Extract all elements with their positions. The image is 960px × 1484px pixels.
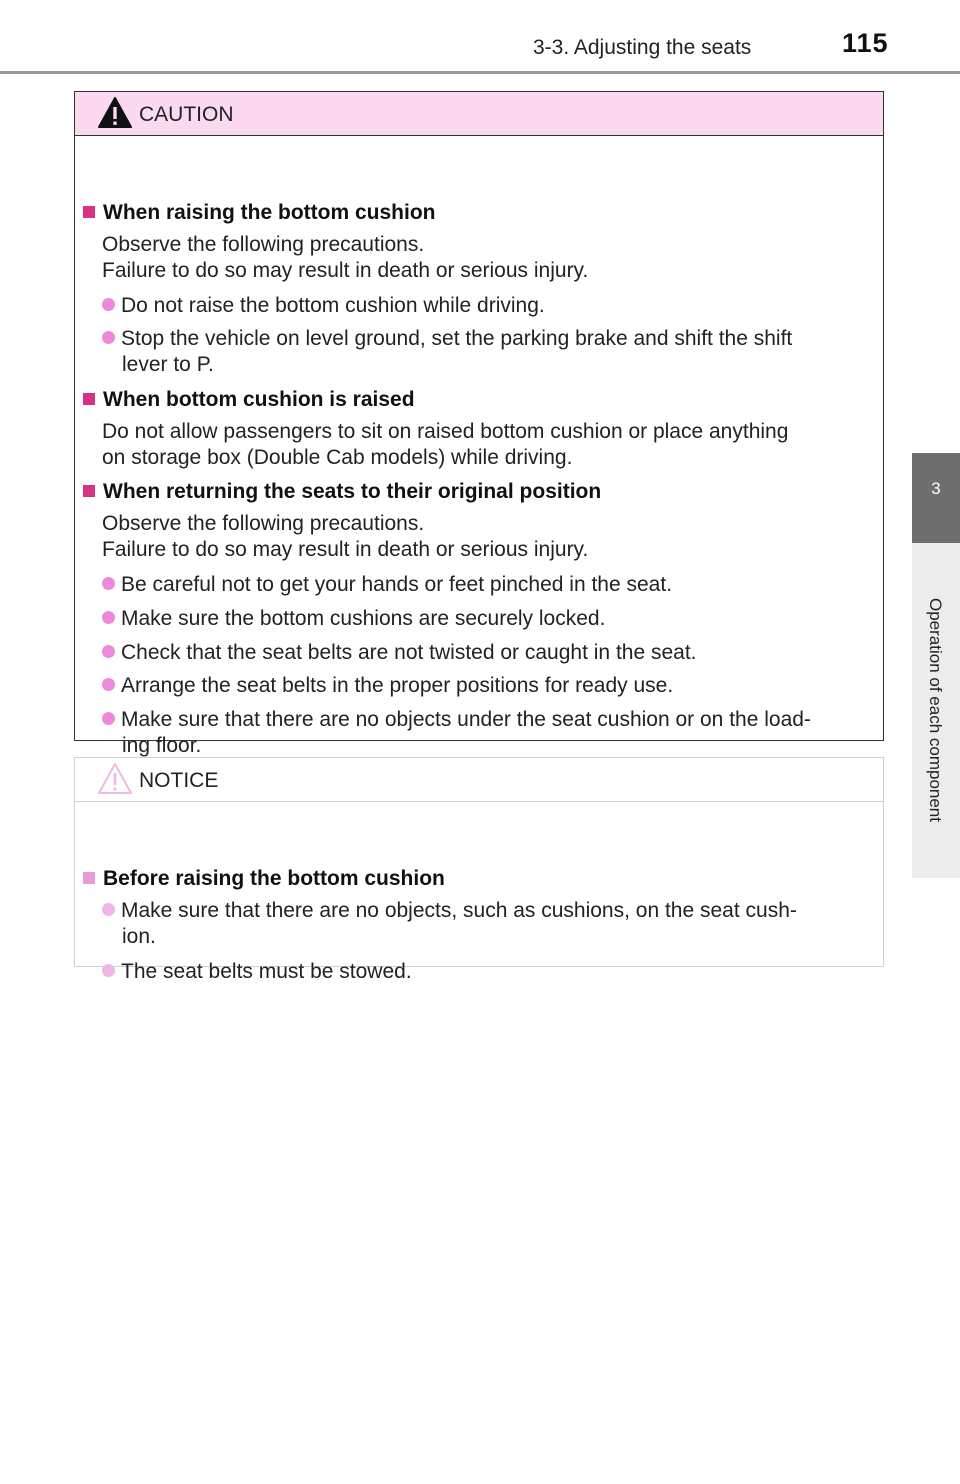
- list-item: Make sure the bottom cushions are securely locked.: [102, 606, 605, 632]
- list-item: Make sure that there are no objects under the seat cushion or on the load-: [102, 707, 811, 733]
- body-text: Observe the following precautions.: [102, 233, 425, 256]
- circle-bullet-icon: [102, 298, 115, 311]
- list-item: Arrange the seat belts in the proper positions for ready use.: [102, 673, 673, 699]
- body-text: on storage box (Double Cab models) while driving.: [102, 446, 573, 469]
- caution-box: [74, 91, 884, 757]
- notice-header: [75, 758, 883, 802]
- warning-triangle-icon: [97, 96, 133, 130]
- square-bullet-icon: [83, 206, 95, 218]
- list-item: Be careful not to get your hands or feet pinched in the seat.: [102, 572, 672, 598]
- notice-title: NOTICE: [139, 769, 219, 792]
- section-heading: When returning the seats to their original position: [83, 479, 601, 505]
- section-heading: Before raising the bottom cushion: [83, 866, 445, 892]
- square-bullet-icon: [83, 485, 95, 497]
- chapter-number: 3: [931, 479, 941, 498]
- list-item-continuation: ion.: [122, 925, 156, 948]
- list-item: The seat belts must be stowed.: [102, 959, 412, 985]
- circle-bullet-icon: [102, 712, 115, 725]
- body-text: Do not allow passengers to sit on raised bottom cushion or place anything: [102, 420, 789, 443]
- caution-title: CAUTION: [139, 103, 234, 126]
- header-divider: [0, 71, 960, 74]
- chapter-title: Operation of each component: [926, 598, 945, 822]
- circle-bullet-icon: [102, 577, 115, 590]
- warning-triangle-icon: [97, 762, 133, 796]
- body-text: Failure to do so may result in death or serious injury.: [102, 259, 589, 282]
- list-item: Make sure that there are no objects, such as cushions, on the seat cush-: [102, 898, 797, 924]
- body-text: Failure to do so may result in death or serious injury.: [102, 538, 589, 561]
- section-title: 3-3. Adjusting the seats: [533, 36, 752, 59]
- list-item-continuation: ing floor.: [122, 734, 202, 757]
- list-item: Do not raise the bottom cushion while driving.: [102, 293, 545, 319]
- list-item: Check that the seat belts are not twisted or caught in the seat.: [102, 640, 697, 666]
- caution-header: [75, 92, 883, 136]
- section-heading: When bottom cushion is raised: [83, 387, 415, 413]
- circle-bullet-icon: [102, 645, 115, 658]
- circle-bullet-icon: [102, 678, 115, 691]
- body-text: Observe the following precautions.: [102, 512, 425, 535]
- list-item: Stop the vehicle on level ground, set the parking brake and shift the shift: [102, 326, 792, 352]
- notice-box: [74, 757, 884, 983]
- square-bullet-icon: [83, 393, 95, 405]
- circle-bullet-icon: [102, 331, 115, 344]
- square-bullet-icon: [83, 872, 95, 884]
- circle-bullet-icon: [102, 964, 115, 977]
- circle-bullet-icon: [102, 611, 115, 624]
- page-number: 115: [842, 28, 889, 58]
- list-item-continuation: lever to P.: [122, 353, 214, 376]
- section-heading: When raising the bottom cushion: [83, 200, 436, 226]
- chapter-tab: [912, 453, 960, 543]
- circle-bullet-icon: [102, 903, 115, 916]
